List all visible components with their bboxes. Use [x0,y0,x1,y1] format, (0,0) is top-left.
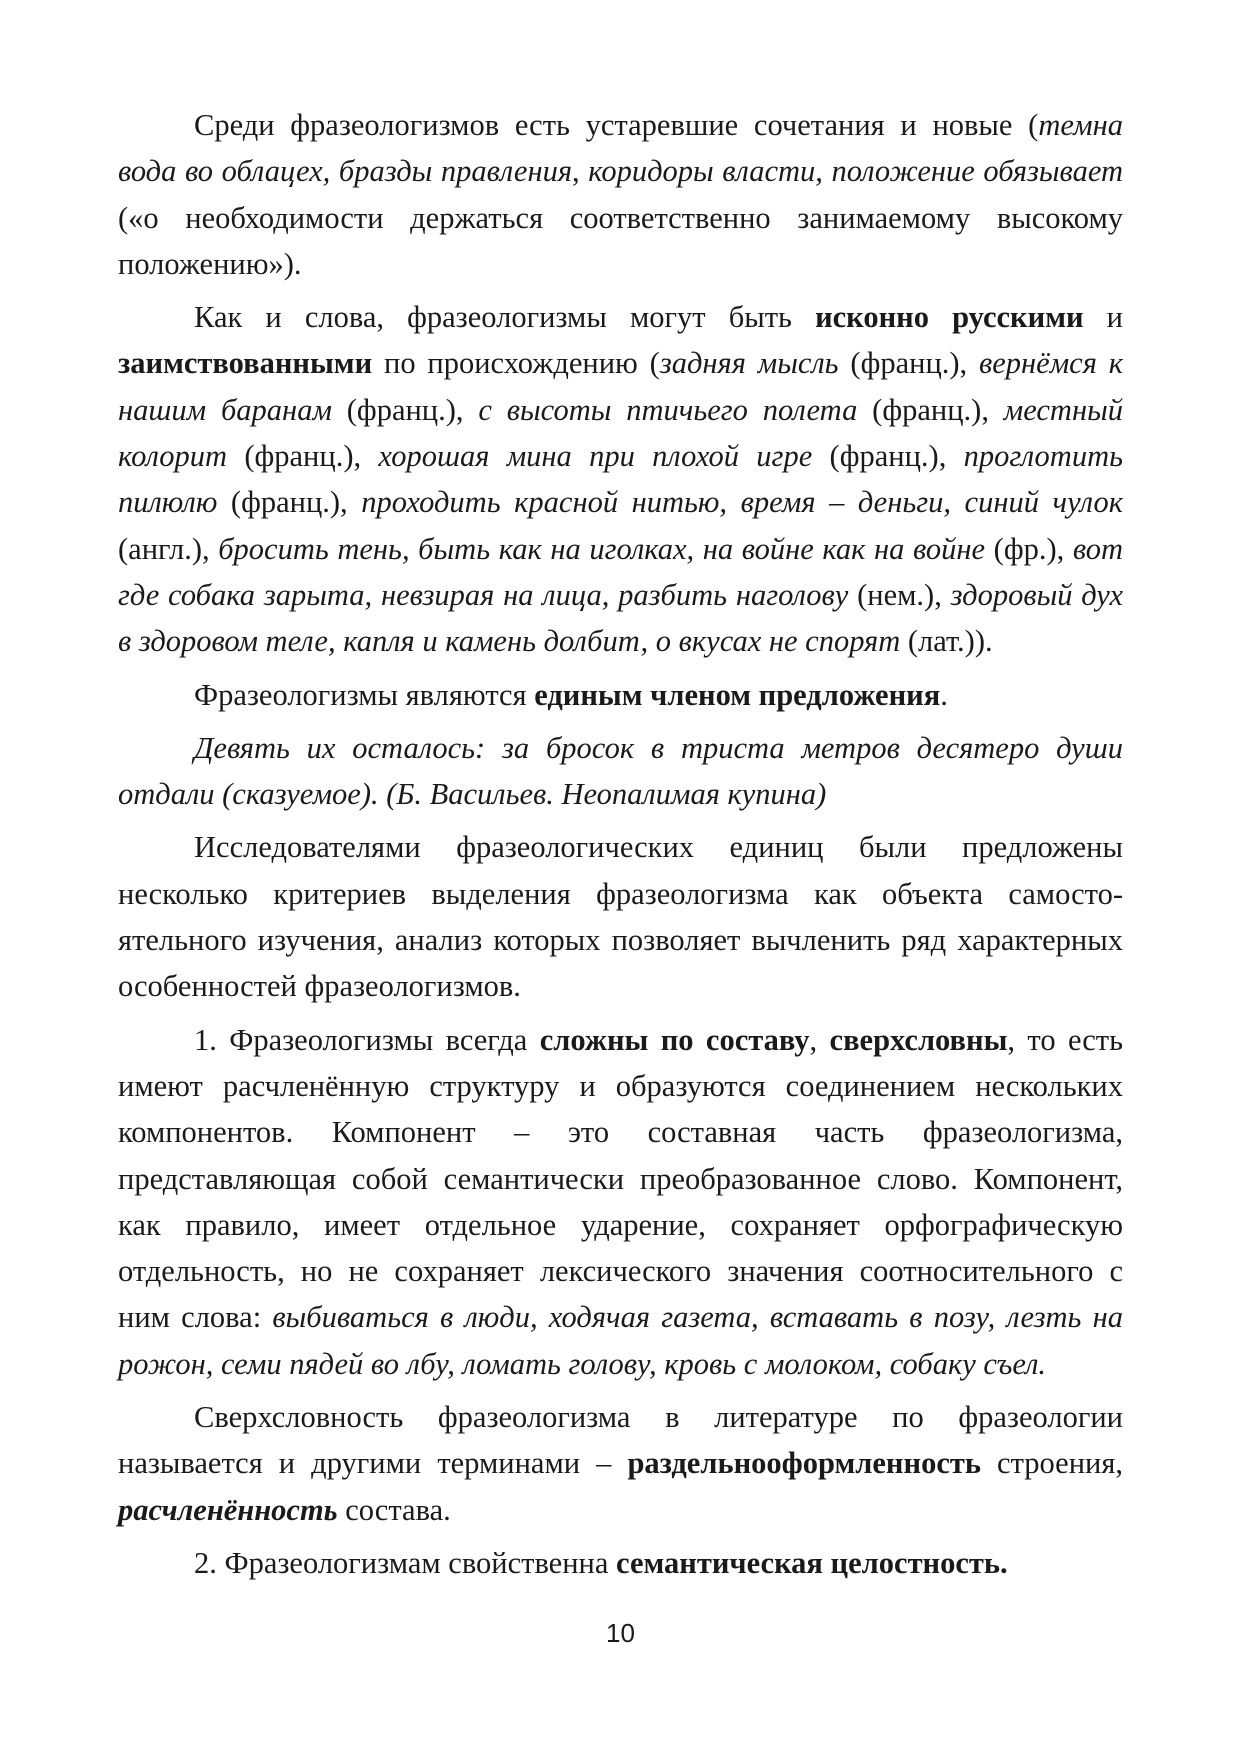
italic-run: темна вода во облацех, бразды правления [118,108,1123,189]
text-run: (нем.), [848,577,951,612]
text-run: расчленённость [118,1492,338,1527]
paragraph [118,1017,1123,1387]
text-run: (франц.), [812,439,964,474]
italic-run: вернёмся к нашим баранам [118,346,1123,427]
text-run: (англ.), [118,531,219,566]
bold-run: семантическая целостность. [616,1545,1008,1580]
italic-run: вот где собака зарыта, невзирая на лица, разбить наголову [118,531,1123,612]
text-run: (лат.)). [900,624,993,659]
text-run: , [809,1022,830,1057]
paragraph [118,1394,1123,1533]
bold-run: заимствованными [118,346,373,381]
paragraph [118,824,1123,1009]
text-run: Исследователями фразеологических единиц были предложены несколько критериев выделения фразеологизма как объекта самостоятельного изучения, анализ которых позволяет вычленить ряд характерных особенностей фразеологизмов. [118,830,1123,1004]
page-number: 10 [606,1618,635,1648]
paragraph [118,672,1123,718]
bold-run: сверхсловны [829,1022,1008,1057]
bold-run: исконно русскими [815,300,1084,335]
paragraph [118,1540,1123,1586]
bold-run: раздельнооформленность [627,1446,981,1481]
text-run: Фразеологизмы являются [194,677,535,712]
text-run: Среди фразеологизмов есть устаревшие сочетания и новые ( [194,108,1039,142]
italic-run: задняя мысль [659,346,839,381]
text-run: (фр.), [985,531,1073,566]
text-run: состава. [337,1492,451,1527]
italic-run: бросить тень, быть как на иголках, на войне как на войне [218,531,986,566]
italic-run: коридоры власти, положение обязывает [588,154,1124,189]
italic-run: хорошая мина при плохой игре [378,439,813,474]
paragraph [118,102,1123,287]
text-run: строения, [980,1446,1123,1481]
italic-run: проглотить пилюлю [118,439,1123,520]
text-run: и [1083,300,1123,335]
italic-run: местный колорит [118,392,1123,474]
italic-run: с высоты птичьего полета [478,392,858,427]
text-run: 1. Фразеологизмы всегда [194,1022,540,1057]
italic-run: проходить красной нитью, время – деньги, синий чулок [361,485,1123,520]
italic-run: здоровый дух в здоровом теле, капля и камень долбит, о вкусах не спорят [118,577,1123,659]
text-run: Как и слова, фразеологизмы могут быть [194,300,816,335]
text-run: (франц.), [857,392,1004,427]
text-run: , то есть имеют расчленённую структуру и образуются соединением нескольких компонентов. Компонент – это составная часть фразеологизма, представляющая собой семантически преобразованное слово. Компонент, как правило, имеет отдельное ударение, сохраняет орфографическую отдельность, но не сохраняет лексического значения соотносительного с ним слова: [118,1022,1124,1335]
text-run: (франц.), [838,346,980,381]
bold-run: сложны по составу [539,1022,810,1057]
text-run: (франц.), [331,392,479,427]
italic-run: Девять их осталось: за бросок в триста метров десятеро души отдали (сказуемое). (Б. Васильев. Неопалимая купина) [118,730,1123,812]
text-run: («о необходимости держаться соответственно занимаемому высокому положению»). [118,200,1123,281]
paragraph-example [118,725,1123,818]
text-run: (франц.), [227,439,379,474]
italic-run: выбиваться в люди, ходячая газета, вставать в позу, лезть на рожон, семи пядей во лбу, ломать голову, кровь с молоком, собаку съел. [118,1300,1123,1381]
text-run: (франц.), [217,485,362,520]
text-run: Сверхсловность фразеологизма в литературе по фразеологии называется и другими терминами – [118,1400,1123,1481]
text-run: . [940,677,948,712]
text-run: , [572,154,589,189]
document-page [118,102,1123,1586]
text-run: 2. Фразеологизмам свойственна [194,1545,617,1580]
bold-run: единым членом предложения [534,677,941,712]
bold-italic-run [118,1493,338,1527]
text-run: по происхождению ( [372,346,660,381]
paragraph [118,294,1123,664]
